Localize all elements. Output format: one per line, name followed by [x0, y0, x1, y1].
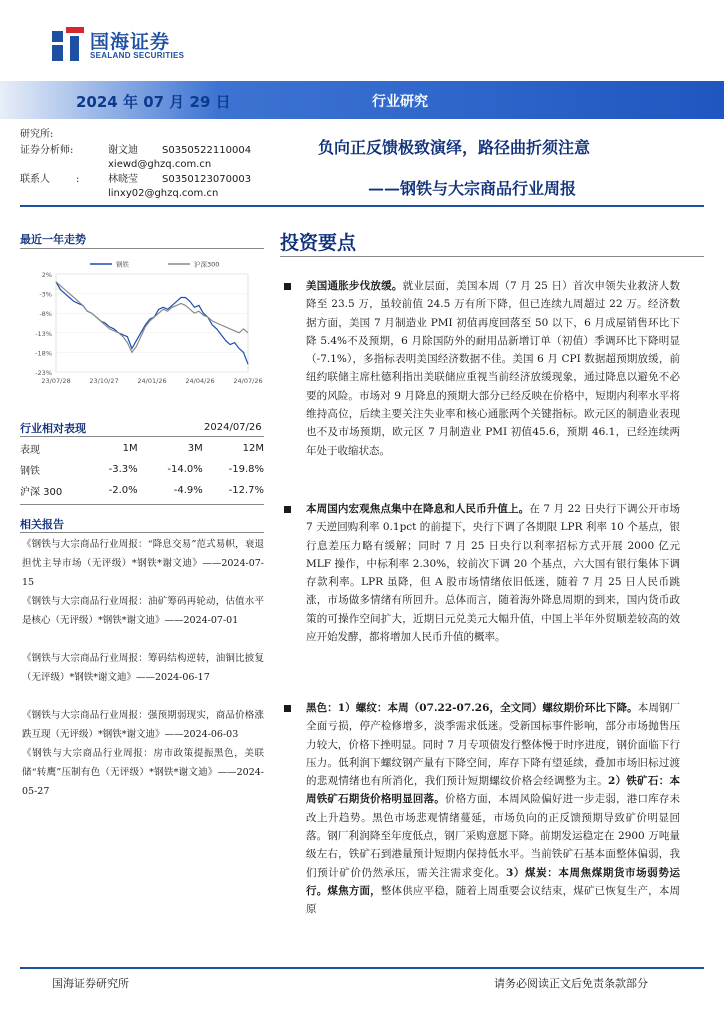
y-tick-label: -13% [35, 329, 52, 338]
institute-label: 研究所: [20, 129, 54, 140]
bullet-icon [284, 506, 291, 513]
paragraph-body: 本周钢厂全面亏损，停产检修增多，淡季需求低迷。受新国标事件影响，部分市场抛售压力较大，价格下挫明显。同时 7 月专项债发行整体慢于时序进度，钢价面临下行压力。低利润下螺纹钢产量有下降空间，库存下降有望延续，叠加市场旧标过渡的悲观情绪也有所消化，我们预计短期螺纹价格会经调整为主。 [306, 702, 681, 788]
table-cell: -2.0% [108, 485, 138, 496]
legend-label: 钢铁 [116, 260, 129, 269]
bullet-icon [284, 705, 291, 712]
perf-divider [20, 436, 264, 437]
paragraph-lead: 黑色：1）螺纹：本周（07.22-07.26，全文同）螺纹期价环比下降。 [306, 702, 638, 714]
contact-colon: : [76, 174, 80, 185]
related-report[interactable]: 《钢铁与大宗商品行业周报：强预期弱现实，商品价格涨跌互现（无评级）*钢铁*谢文迪》——2024-06-03 [22, 710, 264, 740]
sealand-logo-icon [52, 27, 84, 61]
paragraph-us-inflation [306, 277, 680, 460]
trend-divider [20, 248, 264, 249]
x-tick-label: 24/04/26 [185, 377, 215, 385]
trend-chart [20, 256, 264, 386]
contact-email[interactable]: linxy02@ghzq.com.cn [108, 188, 219, 199]
table-cell: 表现 [20, 445, 40, 456]
related-report[interactable]: 《钢铁与大宗商品行业周报：筹码结构逆转，油铜比披复（无评级）*钢铁*谢文迪》——2024-06-17 [22, 653, 264, 683]
x-tick-label: 23/10/27 [89, 377, 119, 385]
table-cell: -14.0% [167, 464, 203, 475]
y-tick-label: -23% [35, 369, 52, 377]
perf-heading: 行业相对表现 [20, 422, 86, 435]
report-title: 负向正反馈极致演绎，路径曲折须注意 [318, 138, 591, 157]
table-cell: 12M [242, 443, 264, 454]
paragraph-lead: 煤焦方面， [327, 884, 381, 897]
series-line-csi300 [56, 282, 248, 353]
analyst-label: 证券分析师: [20, 145, 74, 156]
table-cell: -12.7% [228, 485, 264, 496]
paragraph-body: 就业层面，美国本周（7 月 25 日）首次申领失业救济人数降至 23.5 万，虽较前值 24.5 万有所下降，但已连续九周超过 22 万。经济数据方面，美国 7 月制造业 PMI 初值再度回落至 50 以下，6 月成屋销售环比下降 5.4%不及预期，6 月除国防外的耐用品新增订单（初值）季调环比下降明显（-7.1%），多指标表明美国经济数据不佳。美国 6 月 CPI 数据超预期放缓，前纽约联储主席杜德利指出美联储应重视当前经济放缓现象，通过降息以避免不必要的风险。市场对 9 月降息的预期大部分已经反映在价格中，短期内利率水平将维持高位，后续主要关注失业率和核心通胀两个关键指标。欧元区的制造业表现也不及市场预期，欧元区 7 月制造业 PMI 初值45.6，预期 46.1，已经连续两年处于收缩状态。 [306, 280, 680, 457]
contact-label: 联系人 [20, 174, 50, 185]
paragraph-lead: 3）煤炭：本周焦煤期货市场弱势运行。 [306, 866, 680, 897]
y-tick-label: 2% [41, 271, 52, 279]
trend-heading: 最近一年走势 [20, 233, 86, 246]
table-cell: -4.9% [173, 485, 203, 496]
perf-date: 2024/07/26 [204, 422, 262, 433]
paragraph-domestic-macro [306, 500, 680, 646]
related-report[interactable]: 《钢铁与大宗商品行业周报：油矿筹码再轮动，估值水平是核心（无评级）*钢铁*谢文迪》——2024-07-01 [22, 596, 264, 626]
table-row [20, 459, 264, 480]
x-tick-label: 23/07/28 [41, 377, 71, 385]
brand-name-cn: 国海证券 [90, 31, 171, 53]
bullet-icon [284, 283, 291, 290]
analyst-name: 谢文迪 [108, 145, 138, 156]
series-line-steel [56, 282, 248, 364]
table-cell: 3M [187, 443, 203, 454]
related-report[interactable]: 《钢铁与大宗商品行业周报：“降息交易”范式易帜，衰退担忧主导市场（无评级）*钢铁*谢文迪》——2024-07-15 [22, 539, 264, 588]
report-type: 行业研究 [372, 94, 428, 110]
y-tick-label: -8% [39, 310, 52, 319]
title-divider [20, 205, 704, 207]
paragraph-lead: 2）铁矿石：本周铁矿石期货价格明显回落。 [306, 775, 680, 806]
analyst-email[interactable]: xiewd@ghzq.com.cn [108, 159, 212, 170]
analyst-code: S0350522110004 [162, 145, 252, 156]
reports-heading: 相关报告 [20, 518, 64, 531]
y-tick-label: -3% [39, 290, 52, 299]
table-row [20, 480, 264, 501]
footer-institute: 国海证券研究所 [52, 977, 129, 990]
x-tick-label: 24/01/26 [137, 377, 167, 385]
footer-divider [20, 967, 704, 969]
footer-disclaimer: 请务必阅读正文后免责条款部分 [494, 977, 648, 990]
paragraph-body: 整体供应平稳，随着上周重要会议结束，煤矿已恢复生产，本周原 [306, 884, 681, 916]
contact-code: S0350123070003 [162, 174, 252, 185]
paragraph-lead: 美国通胀步伐放缓。 [306, 280, 403, 292]
brand-name-en: SEALAND SECURITIES [90, 51, 185, 60]
table-cell: -19.8% [228, 464, 264, 475]
contact-name: 林晓莹 [108, 174, 138, 185]
legend-label: 沪深300 [194, 260, 220, 269]
table-cell: 沪深 300 [20, 487, 63, 498]
x-tick-label: 24/07/26 [233, 377, 263, 385]
reports-divider [20, 532, 264, 533]
paragraph-body: 价格方面，本周风险偏好进一步走弱，港口库存未改上升趋势。黑色市场悲观情绪蔓延，市场负向的正反馈预期导致矿价明显回落。钢厂利润降至年度低点，钢厂采购意愿下降。前期发运稳定在 2900 万吨量级左右，铁矿石到港量预计短期内保持低水平。当前铁矿石基本面整体偏弱，我们预计矿价仍然承压，需关注需求变化。 [306, 793, 681, 879]
table-cell: -3.3% [108, 464, 138, 475]
y-tick-label: -18% [35, 349, 52, 358]
perf-bottom-divider [20, 504, 264, 505]
investment-heading: 投资要点 [280, 232, 357, 254]
related-report[interactable]: 《钢铁与大宗商品行业周报：房市政策提振黑色，美联储“转鹰”压制有色（无评级）*钢铁*谢文迪》——2024-05-27 [22, 748, 264, 797]
table-row [20, 438, 264, 459]
paragraph-ferrous [306, 699, 680, 919]
report-date: 2024 年 07 月 29 日 [76, 93, 231, 111]
paragraph-lead: 本周国内宏观焦点集中在降息和人民币升值上。 [306, 503, 530, 515]
table-cell: 钢铁 [20, 466, 40, 477]
chart-frame [56, 274, 248, 372]
report-subtitle: ——钢铁与大宗商品行业周报 [368, 179, 577, 198]
paragraph-body: 在 7 月 22 日央行下调公开市场 7 天逆回购利率 0.1pct 的前提下，央行下调了各期限 LPR 利率 10 个基点，银行息差压力略有缓解；同时 7 月 25 日央行以利率招标方式开展 2000 亿元 MLF 操作，中标利率 2.30%，较前次下调 20 个基点，六大国有银行集体下调存款利率。LPR 虽降，但 A 股市场情绪依旧低迷，随着 7 月 25 日人民币跳涨，市场做多情绪有所回升。总体而言，随着海外降息周期的到来，国内货币政策的可操作空间扩大，近期日元兑美元大幅升值，中国上半年外贸顺差较高的效应开始发酵，都将增加人民币升值的概率。 [306, 503, 680, 644]
table-cell: 1M [122, 443, 138, 454]
investment-divider [280, 256, 704, 257]
perf-table [20, 438, 264, 501]
